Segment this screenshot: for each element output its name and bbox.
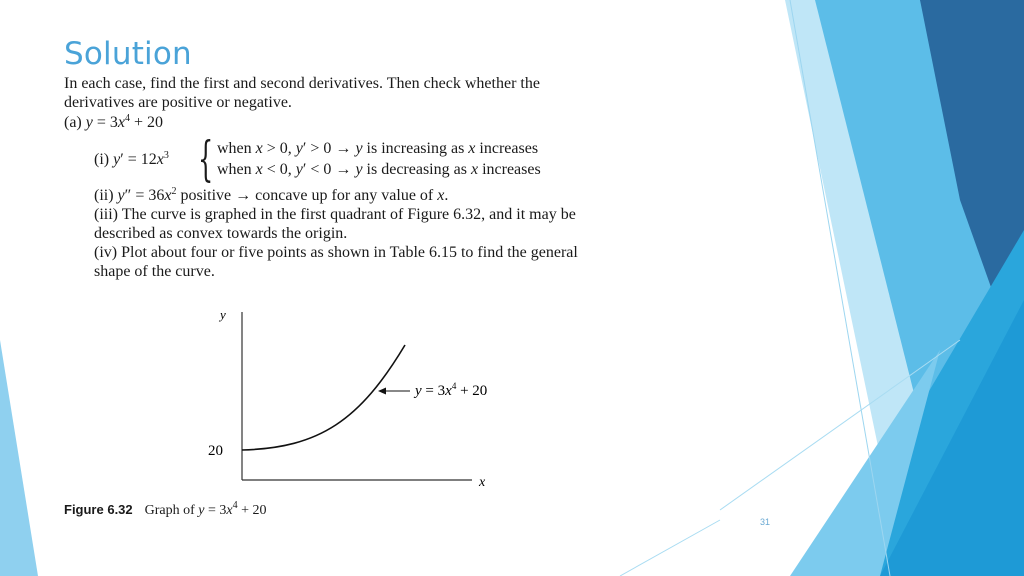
part-iv-line-1: (iv) Plot about four or five points as shown in Table 6.15 to find the general xyxy=(94,244,578,261)
y-axis-label: y xyxy=(220,307,226,322)
part-i-case-2: when x < 0, y′ < 0 → y is decreasing as x increases xyxy=(217,161,541,178)
intercept-label: 20 xyxy=(208,443,223,459)
arrowhead xyxy=(378,388,386,395)
brace-glyph: { xyxy=(198,131,214,187)
part-iv-line-2: shape of the curve. xyxy=(94,263,215,280)
figure-graph xyxy=(200,300,520,500)
part-i-case-1: when x > 0, y′ > 0 → y is increasing as x increases xyxy=(217,140,539,157)
curve-annotation: $y = 3x^4 + 20$ xyxy=(415,381,488,399)
part-a-heading: (a) $y = 3x^4 + 20$ xyxy=(64,113,164,131)
page-number: 31 xyxy=(760,517,771,527)
part-i-label: (i) $y' = 12x^3$ xyxy=(94,150,169,168)
part-ii: (ii) $y'' = 36x^2$ positive → concave up for any value of x. xyxy=(94,186,449,204)
slide-title: Solution xyxy=(64,36,192,72)
curve xyxy=(242,345,405,450)
thin-line-3 xyxy=(620,520,720,576)
figure-caption: Figure 6.32 Graph of $y = 3x^4 + 20$ xyxy=(64,500,267,518)
part-iii-line-1: (iii) The curve is graphed in the first quadrant of Figure 6.32, and it may be xyxy=(94,206,576,223)
intro-line-2: derivatives are positive or negative. xyxy=(64,94,292,111)
intro-line-1: In each case, find the first and second derivatives. Then check whether the xyxy=(64,75,540,92)
left-edge-stripe xyxy=(0,340,38,576)
part-iii-line-2: described as convex towards the origin. xyxy=(94,225,348,242)
x-axis-label: x xyxy=(479,475,486,490)
